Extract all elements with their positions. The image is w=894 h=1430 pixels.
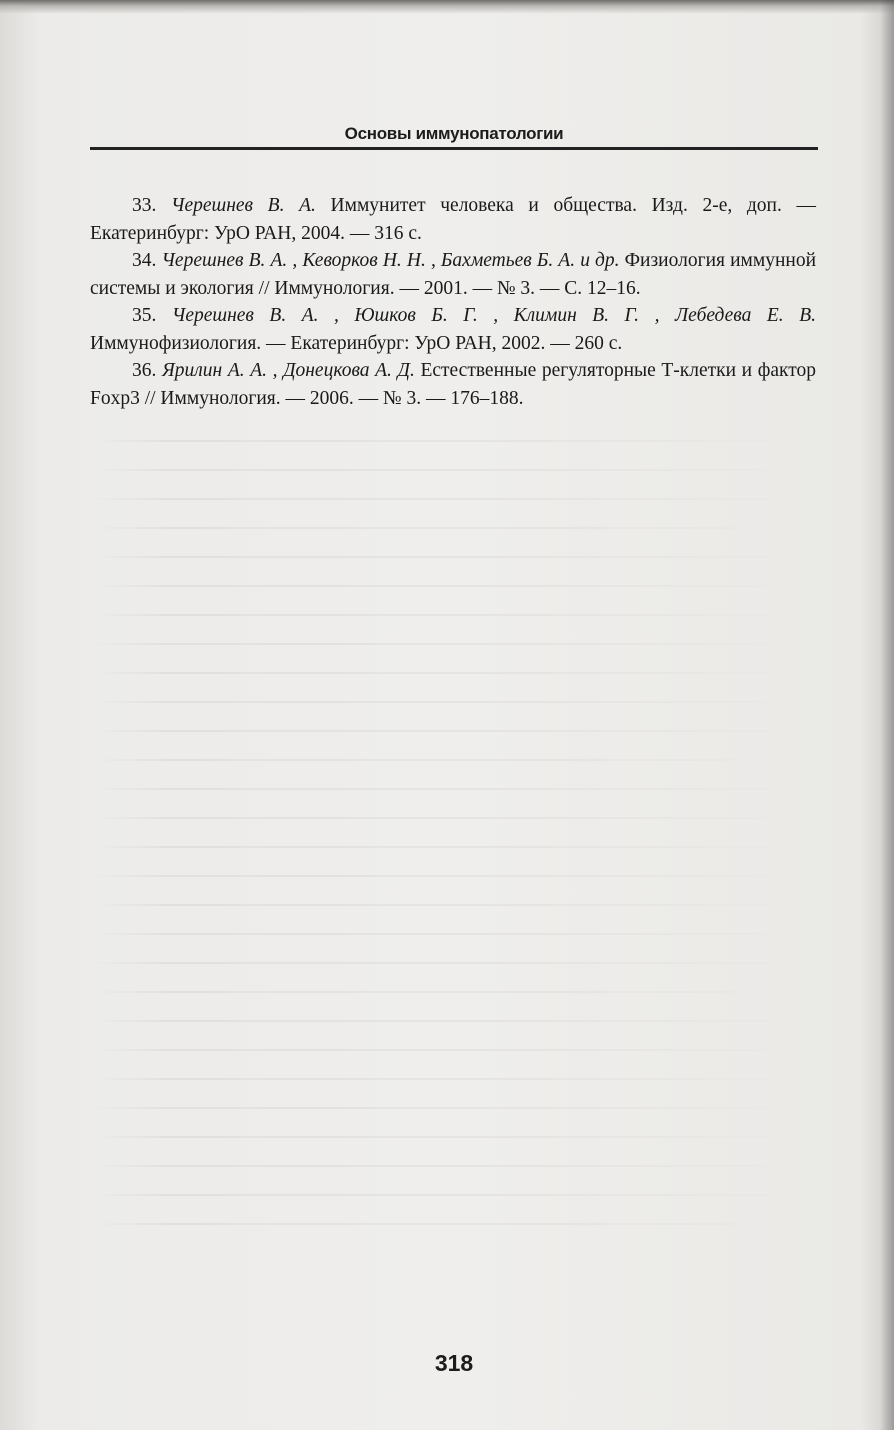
reference-item xyxy=(90,192,816,247)
reference-authors: Черешнев В. А. , Юшков Б. Г. , Климин В. Г. , Лебедева Е. В. xyxy=(171,305,816,326)
page-top-edge xyxy=(0,0,894,14)
reference-text: Физиология иммунной системы и экология // Иммунология. — 2001. — № 3. — С. 12–16. xyxy=(90,250,817,299)
reference-number: 36. xyxy=(132,360,157,381)
reference-text: Иммунитет человека и общества. Изд. 2-е, доп. — Екатеринбург: УрО РАН, 2004. — 316 с. xyxy=(90,195,816,244)
reference-item xyxy=(90,247,816,302)
reference-number: 33. xyxy=(132,195,157,216)
header-rule xyxy=(90,147,818,150)
reference-list xyxy=(90,192,816,412)
reference-item xyxy=(90,357,816,412)
page-spine-shadow xyxy=(880,0,894,1430)
page-number: 318 xyxy=(434,1350,474,1376)
reference-text: Естественные регуляторные Т-клетки и фактор Foxp3 // Иммунология. — 2006. — № 3. — 176–188. xyxy=(90,360,816,409)
show-through-texture xyxy=(95,440,815,1252)
reference-number: 35. xyxy=(132,305,157,326)
reference-item xyxy=(90,302,816,357)
reference-text: Иммунофизиология. — Екатеринбург: УрО РАН, 2002. — 260 с. xyxy=(90,332,623,354)
reference-number: 34. xyxy=(132,250,157,271)
running-header-title: Основы иммунопатологии xyxy=(344,124,564,143)
reference-authors: Черешнев В. А. xyxy=(171,195,316,216)
reference-authors: Черешнев В. А. , Кеворков Н. Н. , Бахметьев Б. А. и др. xyxy=(161,250,620,271)
reference-authors: Ярилин А. А. , Донецкова А. Д. xyxy=(161,360,415,381)
